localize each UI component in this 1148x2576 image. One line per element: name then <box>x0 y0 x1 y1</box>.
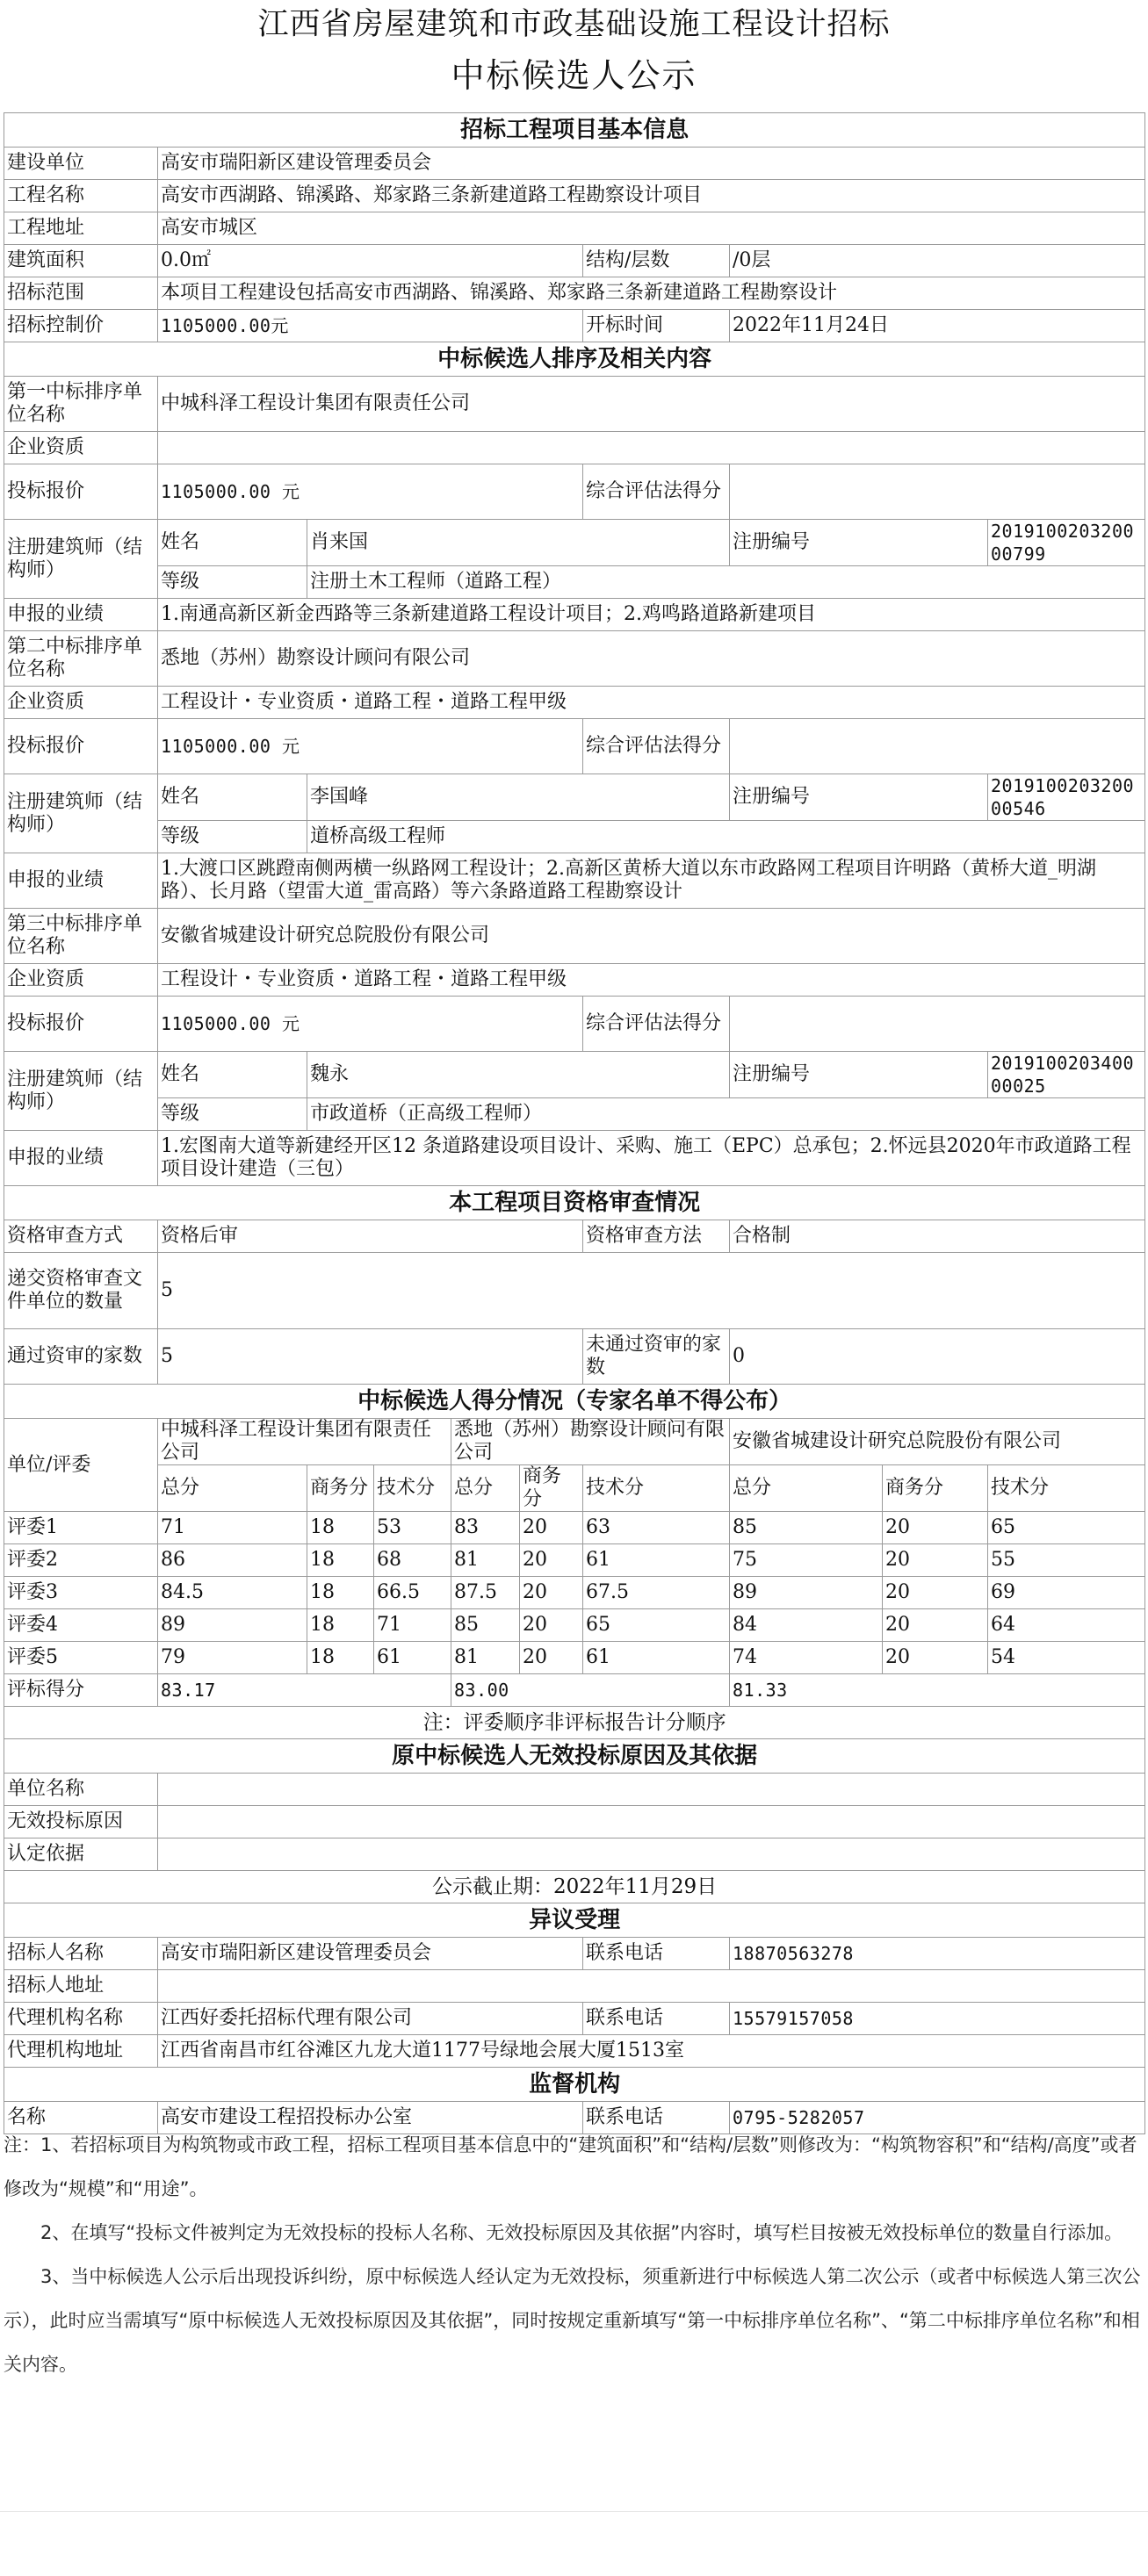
score-cell: 20 <box>883 1609 988 1642</box>
score-cell: 84 <box>730 1609 883 1642</box>
value-rank1-unit: 中城科泽工程设计集团有限责任公司 <box>158 377 1145 432</box>
footnote-1: 注：1、若招标项目为构筑物或市政工程，招标工程项目基本信息中的“建筑面积”和“结构/层数”则修改为：“构筑物容积”和“结构/高度”或者修改为“规模”和“用途”。 <box>4 2134 1137 2199</box>
value-review-pass: 5 <box>158 1329 583 1385</box>
score-cell: 20 <box>520 1544 583 1577</box>
value-agency-addr: 江西省南昌市红谷滩区九龙大道1177号绿地会展大厦1513室 <box>158 2035 1145 2068</box>
section-review-title: 本工程项目资格审查情况 <box>4 1186 1145 1220</box>
value-tenderer: 高安市瑞阳新区建设管理委员会 <box>158 1938 583 1970</box>
label-area: 建筑面积 <box>4 245 158 277</box>
table-row <box>4 1512 1145 1544</box>
score-cell: 65 <box>988 1512 1145 1544</box>
value-rank3-person: 魏永 <box>307 1052 730 1098</box>
value-scope: 本项目工程建设包括高安市西湖路、锦溪路、郑家路三条新建道路工程勘察设计 <box>158 277 1145 310</box>
label-rank3-reg: 注册编号 <box>730 1052 988 1098</box>
label-rank2-reg: 注册编号 <box>730 774 988 821</box>
footnote-3: 3、当中标候选人公示后出现投诉纠纷，原中标候选人经认定为无效投标，须重新进行中标候选人第二次公示（或者中标候选人第三次公示），此时应当需填写“原中标候选人无效投标原因及其依据”，同时按规定重新填写“第一中标排序单位名称”、“第二中标排序单位名称”和相关内容。 <box>4 2266 1141 2375</box>
score-cell: 18 <box>307 1609 374 1642</box>
value-review-mode: 资格后审 <box>158 1220 583 1253</box>
value-rank2-reg: 201910020320000546 <box>988 774 1145 821</box>
label-rank1-grade: 等级 <box>158 566 307 599</box>
label-builder: 建设单位 <box>4 148 158 180</box>
score-cell: 81 <box>451 1642 520 1674</box>
label-rank1-qual: 企业资质 <box>4 432 158 464</box>
value-supervisor: 高安市建设工程招投标办公室 <box>158 2102 583 2134</box>
label-rank3-grade: 等级 <box>158 1098 307 1131</box>
score-cell: 18 <box>307 1512 374 1544</box>
label-rank1-reg: 注册编号 <box>730 520 988 566</box>
table-row <box>4 1544 1145 1577</box>
score-cell: 20 <box>520 1512 583 1544</box>
label-final-score: 评标得分 <box>4 1674 158 1707</box>
value-rank2-perf: 1.大渡口区跳蹬南侧两横一纵路网工程设计；2.高新区黄桥大道以东市政路网工程项目许明路（黄桥大道_明湖路）、长月路（望雷大道_雷高路）等六条路道路工程勘察设计 <box>158 853 1145 909</box>
label-rank1-eval: 综合评估法得分 <box>583 464 730 520</box>
label-tenderer-phone: 联系电话 <box>583 1938 730 1970</box>
score-head-tech: 技术分 <box>988 1465 1145 1512</box>
score-cell: 74 <box>730 1642 883 1674</box>
label-rank3-perf: 申报的业绩 <box>4 1131 158 1186</box>
value-rank2-bid: 1105000.00 元 <box>158 719 583 774</box>
deadline: 公示截止期：2022年11月29日 <box>4 1871 1145 1903</box>
value-rank3-eval <box>730 997 1145 1052</box>
score-cell: 64 <box>988 1609 1145 1642</box>
score-head-total: 总分 <box>158 1465 307 1512</box>
score-cell: 20 <box>883 1512 988 1544</box>
judge-label: 评委2 <box>4 1544 158 1577</box>
table-row <box>4 1642 1145 1674</box>
section-scores-title: 中标候选人得分情况（专家名单不得公布） <box>4 1385 1145 1419</box>
value-rank3-bid: 1105000.00 元 <box>158 997 583 1052</box>
value-rank1-perf: 1.南通高新区新金西路等三条新建道路工程设计项目；2.鸡鸣路道路新建项目 <box>158 599 1145 631</box>
final-score-3: 81.33 <box>730 1674 1145 1707</box>
value-rank1-reg: 201910020320000799 <box>988 520 1145 566</box>
score-cell: 71 <box>158 1512 307 1544</box>
score-cell: 53 <box>374 1512 451 1544</box>
value-project-name: 高安市西湖路、锦溪路、郑家路三条新建道路工程勘察设计项目 <box>158 180 1145 212</box>
value-agency: 江西好委托招标代理有限公司 <box>158 2003 583 2035</box>
score-cell: 81 <box>451 1544 520 1577</box>
label-review-fail: 未通过资审的家数 <box>583 1329 730 1385</box>
value-rank2-grade: 道桥高级工程师 <box>307 821 1145 853</box>
label-agency-addr: 代理机构地址 <box>4 2035 158 2068</box>
score-cell: 18 <box>307 1544 374 1577</box>
score-company-3: 安徽省城建设计研究总院股份有限公司 <box>730 1419 1145 1465</box>
label-rank2-eval: 综合评估法得分 <box>583 719 730 774</box>
final-score-2: 83.00 <box>451 1674 730 1707</box>
score-cell: 86 <box>158 1544 307 1577</box>
label-rank3-bid: 投标报价 <box>4 997 158 1052</box>
score-head-tech: 技术分 <box>583 1465 730 1512</box>
value-tenderer-phone: 18870563278 <box>730 1938 1145 1970</box>
value-rank1-eval <box>730 464 1145 520</box>
label-rank2-bid: 投标报价 <box>4 719 158 774</box>
label-rank3-unit: 第三中标排序单位名称 <box>4 909 158 964</box>
section-invalid-title: 原中标候选人无效投标原因及其依据 <box>4 1739 1145 1774</box>
value-rank1-qual <box>158 432 1145 464</box>
scores-note: 注：评委顺序非评标报告计分顺序 <box>4 1707 1145 1739</box>
footnote-2: 2、在填写“投标文件被判定为无效投标的投标人名称、无效投标原因及其依据”内容时，填写栏目按被无效投标单位的数量自行添加。 <box>40 2222 1123 2243</box>
value-supervisor-phone: 0795-5282057 <box>730 2102 1145 2134</box>
label-rank1-architect: 注册建筑师（结构师） <box>4 520 158 599</box>
label-rank2-architect: 注册建筑师（结构师） <box>4 774 158 853</box>
score-head-biz: 商务分 <box>307 1465 374 1512</box>
score-cell: 18 <box>307 1642 374 1674</box>
value-rank2-unit: 悉地（苏州）勘察设计顾问有限公司 <box>158 631 1145 687</box>
label-rank2-person: 姓名 <box>158 774 307 821</box>
label-rank1-person: 姓名 <box>158 520 307 566</box>
value-invalid-basis <box>158 1838 1145 1871</box>
score-cell: 66.5 <box>374 1577 451 1609</box>
value-rank3-perf: 1.宏图南大道等新建经开区12 条道路建设项目设计、采购、施工（EPC）总承包；2.怀远县2020年市政道路工程项目设计建造（三包） <box>158 1131 1145 1186</box>
score-cell: 84.5 <box>158 1577 307 1609</box>
label-tenderer-addr: 招标人地址 <box>4 1970 158 2003</box>
score-cell: 79 <box>158 1642 307 1674</box>
value-builder: 高安市瑞阳新区建设管理委员会 <box>158 148 1145 180</box>
score-cell: 68 <box>374 1544 451 1577</box>
page-title: 江西省房屋建筑和市政基础设施工程设计招标 <box>257 7 891 42</box>
label-rank3-person: 姓名 <box>158 1052 307 1098</box>
value-invalid-unit <box>158 1774 1145 1806</box>
score-cell: 54 <box>988 1642 1145 1674</box>
value-invalid-reason <box>158 1806 1145 1838</box>
label-supervisor-phone: 联系电话 <box>583 2102 730 2134</box>
value-rank3-reg: 201910020340000025 <box>988 1052 1145 1098</box>
label-project-name: 工程名称 <box>4 180 158 212</box>
value-rank2-eval <box>730 719 1145 774</box>
score-cell: 67.5 <box>583 1577 730 1609</box>
score-company-1: 中城科泽工程设计集团有限责任公司 <box>158 1419 451 1465</box>
value-review-method: 合格制 <box>730 1220 1145 1253</box>
value-address: 高安市城区 <box>158 212 1145 245</box>
label-structure: 结构/层数 <box>583 245 730 277</box>
score-head-tech: 技术分 <box>374 1465 451 1512</box>
value-agency-phone: 15579157058 <box>730 2003 1145 2035</box>
score-cell: 89 <box>730 1577 883 1609</box>
announcement-table <box>4 112 1145 2134</box>
label-invalid-reason: 无效投标原因 <box>4 1806 158 1838</box>
label-rank1-bid: 投标报价 <box>4 464 158 520</box>
judge-label: 评委3 <box>4 1577 158 1609</box>
score-cell: 83 <box>451 1512 520 1544</box>
score-head-total: 总分 <box>451 1465 520 1512</box>
label-control-price: 招标控制价 <box>4 310 158 342</box>
label-supervisor: 名称 <box>4 2102 158 2134</box>
label-rank2-qual: 企业资质 <box>4 687 158 719</box>
label-rank3-eval: 综合评估法得分 <box>583 997 730 1052</box>
label-rank1-unit: 第一中标排序单位名称 <box>4 377 158 432</box>
score-company-2: 悉地（苏州）勘察设计顾问有限公司 <box>451 1419 730 1465</box>
score-cell: 20 <box>883 1577 988 1609</box>
label-rank2-unit: 第二中标排序单位名称 <box>4 631 158 687</box>
value-tenderer-addr <box>158 1970 1145 2003</box>
page-subtitle: 中标候选人公示 <box>451 56 697 95</box>
score-cell: 61 <box>374 1642 451 1674</box>
value-open-time: 2022年11月24日 <box>730 310 1145 342</box>
final-score-1: 83.17 <box>158 1674 451 1707</box>
score-cell: 61 <box>583 1642 730 1674</box>
score-cell: 18 <box>307 1577 374 1609</box>
score-cell: 20 <box>520 1577 583 1609</box>
label-rank2-perf: 申报的业绩 <box>4 853 158 909</box>
label-review-mode: 资格审查方式 <box>4 1220 158 1253</box>
value-review-fail: 0 <box>730 1329 1145 1385</box>
score-head-total: 总分 <box>730 1465 883 1512</box>
score-cell: 69 <box>988 1577 1145 1609</box>
value-rank1-grade: 注册土木工程师（道路工程） <box>307 566 1145 599</box>
score-cell: 63 <box>583 1512 730 1544</box>
section-basic-title: 招标工程项目基本信息 <box>4 113 1145 148</box>
score-cell: 75 <box>730 1544 883 1577</box>
score-cell: 61 <box>583 1544 730 1577</box>
label-rank3-qual: 企业资质 <box>4 964 158 997</box>
value-review-submit: 5 <box>158 1253 1145 1329</box>
label-review-submit: 递交资格审查文件单位的数量 <box>4 1253 158 1329</box>
label-rank2-grade: 等级 <box>158 821 307 853</box>
label-unit-judge: 单位/评委 <box>4 1419 158 1512</box>
label-rank1-perf: 申报的业绩 <box>4 599 158 631</box>
value-rank2-qual: 工程设计・专业资质・道路工程・道路工程甲级 <box>158 687 1145 719</box>
table-row <box>4 1609 1145 1642</box>
judge-label: 评委4 <box>4 1609 158 1642</box>
footnotes <box>4 2123 1142 2386</box>
value-structure: /0层 <box>730 245 1145 277</box>
label-invalid-unit: 单位名称 <box>4 1774 158 1806</box>
divider <box>0 2511 1148 2512</box>
score-cell: 87.5 <box>451 1577 520 1609</box>
score-cell: 89 <box>158 1609 307 1642</box>
value-rank1-person: 肖来国 <box>307 520 730 566</box>
label-agency-phone: 联系电话 <box>583 2003 730 2035</box>
judge-label: 评委5 <box>4 1642 158 1674</box>
value-rank1-bid: 1105000.00 元 <box>158 464 583 520</box>
score-cell: 71 <box>374 1609 451 1642</box>
score-cell: 20 <box>883 1544 988 1577</box>
judge-label: 评委1 <box>4 1512 158 1544</box>
section-rank-title: 中标候选人排序及相关内容 <box>4 342 1145 377</box>
label-invalid-basis: 认定依据 <box>4 1838 158 1871</box>
value-control-price: 1105000.00元 <box>158 310 583 342</box>
score-head-biz: 商务分 <box>520 1465 583 1512</box>
section-objection-title: 异议受理 <box>4 1903 1145 1938</box>
value-area: 0.0㎡ <box>158 245 583 277</box>
score-cell: 20 <box>883 1642 988 1674</box>
score-cell: 65 <box>583 1609 730 1642</box>
score-cell: 55 <box>988 1544 1145 1577</box>
label-review-pass: 通过资审的家数 <box>4 1329 158 1385</box>
table-row <box>4 1577 1145 1609</box>
label-scope: 招标范围 <box>4 277 158 310</box>
value-rank3-grade: 市政道桥（正高级工程师） <box>307 1098 1145 1131</box>
score-cell: 85 <box>730 1512 883 1544</box>
value-rank3-qual: 工程设计・专业资质・道路工程・道路工程甲级 <box>158 964 1145 997</box>
label-agency: 代理机构名称 <box>4 2003 158 2035</box>
value-rank2-person: 李国峰 <box>307 774 730 821</box>
label-open-time: 开标时间 <box>583 310 730 342</box>
label-tenderer: 招标人名称 <box>4 1938 158 1970</box>
label-review-method: 资格审查方法 <box>583 1220 730 1253</box>
score-head-biz: 商务分 <box>883 1465 988 1512</box>
value-rank3-unit: 安徽省城建设计研究总院股份有限公司 <box>158 909 1145 964</box>
score-cell: 85 <box>451 1609 520 1642</box>
label-address: 工程地址 <box>4 212 158 245</box>
score-cell: 20 <box>520 1642 583 1674</box>
score-cell: 20 <box>520 1609 583 1642</box>
section-supervision-title: 监督机构 <box>4 2068 1145 2102</box>
label-rank3-architect: 注册建筑师（结构师） <box>4 1052 158 1131</box>
